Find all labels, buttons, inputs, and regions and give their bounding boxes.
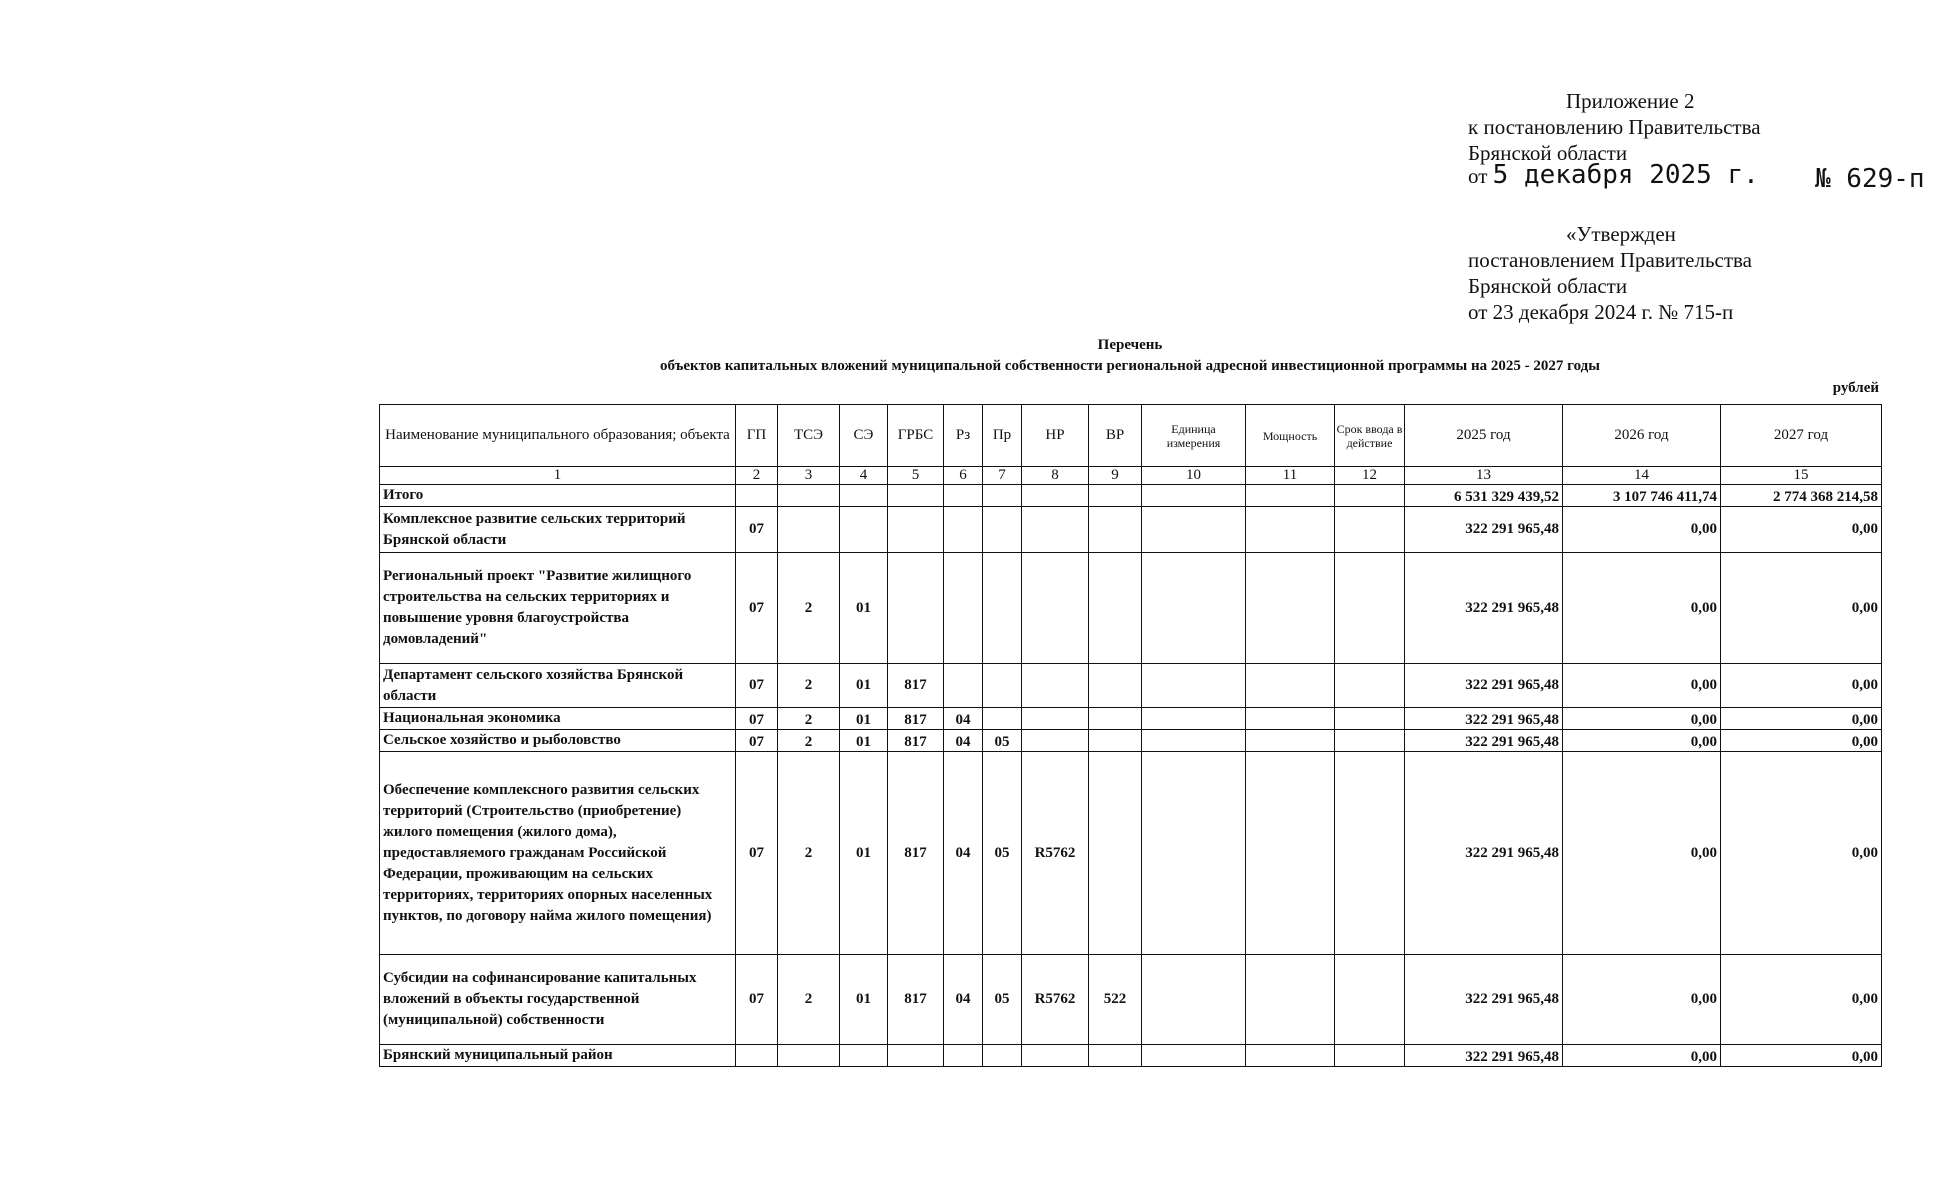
- approval-by-resolution: постановлением Правительства: [1468, 248, 1753, 272]
- appendix-date: [1468, 160, 1759, 190]
- row-amount-2027: 0,00: [1721, 553, 1882, 664]
- row-code-cell-se: 01: [840, 553, 888, 664]
- row-code-cell-capacity: [1246, 752, 1335, 955]
- row-name-cell: Итого: [380, 485, 736, 507]
- row-code-cell-unit: [1142, 752, 1246, 955]
- row-code-cell-vr: [1089, 752, 1142, 955]
- col-number: 11: [1246, 467, 1335, 485]
- row-code-cell-unit: [1142, 553, 1246, 664]
- row-code-cell-pr: 05: [983, 955, 1022, 1045]
- row-code-cell-capacity: [1246, 708, 1335, 730]
- row-code-cell-unit: [1142, 1045, 1246, 1067]
- col-header: СЭ: [840, 405, 888, 467]
- row-code-cell-nr: [1022, 1045, 1089, 1067]
- row-code-cell-vr: [1089, 485, 1142, 507]
- row-code-cell-se: 01: [840, 752, 888, 955]
- row-name-cell: Региональный проект "Развитие жилищного строительства на сельских территориях и повышение уровня благоустройства домовладений": [380, 553, 736, 664]
- row-code-cell-pr: [983, 664, 1022, 708]
- row-code-cell-grbs: [888, 485, 944, 507]
- row-amount-2026: 0,00: [1563, 507, 1721, 553]
- row-amount-2026: 0,00: [1563, 752, 1721, 955]
- row-code-cell-vr: [1089, 708, 1142, 730]
- approval-date-number: от 23 декабря 2024 г. № 715-п: [1468, 300, 1734, 324]
- row-name-cell: Департамент сельского хозяйства Брянской области: [380, 664, 736, 708]
- row-code-cell-rz: [944, 485, 983, 507]
- row-code-cell-unit: [1142, 507, 1246, 553]
- row-amount-2025: 6 531 329 439,52: [1405, 485, 1563, 507]
- row-code-cell-nr: [1022, 664, 1089, 708]
- row-code-cell-grbs: 817: [888, 664, 944, 708]
- row-code-cell-tse: [778, 1045, 840, 1067]
- row-code-cell-grbs: 817: [888, 752, 944, 955]
- row-amount-2025: 322 291 965,48: [1405, 708, 1563, 730]
- currency-unit: рублей: [1832, 380, 1879, 396]
- row-code-cell-nr: [1022, 708, 1089, 730]
- col-header: Пр: [983, 405, 1022, 467]
- table-row: [380, 752, 1882, 955]
- table-row: [380, 485, 1882, 507]
- row-code-cell-tse: 2: [778, 553, 840, 664]
- row-code-cell-pr: 05: [983, 752, 1022, 955]
- col-number: 13: [1405, 467, 1563, 485]
- row-name-cell: Комплексное развитие сельских территорий Брянской области: [380, 507, 736, 553]
- row-code-cell-nr: [1022, 485, 1089, 507]
- row-code-cell-term: [1335, 485, 1405, 507]
- row-code-cell-pr: [983, 485, 1022, 507]
- approval-block: [1468, 221, 1752, 325]
- row-code-cell-term: [1335, 1045, 1405, 1067]
- appendix-label: Приложение 2: [1566, 89, 1695, 113]
- table-row: [380, 955, 1882, 1045]
- row-code-cell-pr: [983, 507, 1022, 553]
- row-code-cell-vr: [1089, 664, 1142, 708]
- appendix-to-resolution: к постановлению Правительства: [1468, 115, 1761, 139]
- table-row: [380, 730, 1882, 752]
- row-code-cell-se: 01: [840, 730, 888, 752]
- row-amount-2027: 0,00: [1721, 730, 1882, 752]
- col-header: 2027 год: [1721, 405, 1882, 467]
- row-code-cell-gp: 07: [736, 664, 778, 708]
- row-code-cell-gp: 07: [736, 752, 778, 955]
- appendix-date-prefix: от: [1468, 164, 1488, 188]
- col-number: 8: [1022, 467, 1089, 485]
- row-code-cell-nr: [1022, 730, 1089, 752]
- table-row: [380, 553, 1882, 664]
- row-code-cell-capacity: [1246, 553, 1335, 664]
- row-amount-2027: 0,00: [1721, 1045, 1882, 1067]
- row-code-cell-nr: [1022, 553, 1089, 664]
- row-amount-2026: 0,00: [1563, 730, 1721, 752]
- row-amount-2026: 0,00: [1563, 708, 1721, 730]
- row-code-cell-vr: [1089, 1045, 1142, 1067]
- row-code-cell-unit: [1142, 730, 1246, 752]
- row-code-cell-nr: [1022, 507, 1089, 553]
- row-name-cell: Брянский муниципальный район: [380, 1045, 736, 1067]
- col-header: ГРБС: [888, 405, 944, 467]
- col-header: Единица измерения: [1142, 405, 1246, 467]
- col-number: 2: [736, 467, 778, 485]
- row-code-cell-vr: [1089, 730, 1142, 752]
- col-header: 2026 год: [1563, 405, 1721, 467]
- row-amount-2027: 0,00: [1721, 752, 1882, 955]
- row-amount-2026: 0,00: [1563, 664, 1721, 708]
- row-code-cell-term: [1335, 553, 1405, 664]
- row-amount-2025: 322 291 965,48: [1405, 955, 1563, 1045]
- row-code-cell-rz: 04: [944, 955, 983, 1045]
- row-amount-2025: 322 291 965,48: [1405, 507, 1563, 553]
- row-code-cell-rz: 04: [944, 708, 983, 730]
- row-code-cell-term: [1335, 730, 1405, 752]
- row-code-cell-unit: [1142, 708, 1246, 730]
- row-code-cell-gp: 07: [736, 507, 778, 553]
- col-header: Мощность: [1246, 405, 1335, 467]
- document-subtitle: объектов капитальных вложений муниципальной собственности региональной адресной инвестиционной программы на 2025 - 2027 годы: [660, 358, 1600, 374]
- row-code-cell-se: 01: [840, 664, 888, 708]
- row-code-cell-unit: [1142, 955, 1246, 1045]
- row-code-cell-pr: [983, 553, 1022, 664]
- row-code-cell-capacity: [1246, 955, 1335, 1045]
- col-number: 10: [1142, 467, 1246, 485]
- row-amount-2025: 322 291 965,48: [1405, 664, 1563, 708]
- row-amount-2025: 322 291 965,48: [1405, 553, 1563, 664]
- row-code-cell-rz: 04: [944, 730, 983, 752]
- row-amount-2025: 322 291 965,48: [1405, 1045, 1563, 1067]
- row-code-cell-grbs: [888, 1045, 944, 1067]
- row-code-cell-term: [1335, 507, 1405, 553]
- row-code-cell-grbs: 817: [888, 730, 944, 752]
- row-code-cell-grbs: [888, 553, 944, 664]
- row-code-cell-tse: 2: [778, 730, 840, 752]
- col-header: Наименование муниципального образования; объекта: [380, 405, 736, 467]
- col-number: 9: [1089, 467, 1142, 485]
- row-amount-2027: 0,00: [1721, 507, 1882, 553]
- row-code-cell-se: [840, 1045, 888, 1067]
- col-number: 6: [944, 467, 983, 485]
- row-code-cell-grbs: [888, 507, 944, 553]
- row-name-cell: Национальная экономика: [380, 708, 736, 730]
- row-code-cell-term: [1335, 664, 1405, 708]
- col-number: 14: [1563, 467, 1721, 485]
- row-code-cell-capacity: [1246, 730, 1335, 752]
- row-code-cell-rz: [944, 1045, 983, 1067]
- row-code-cell-rz: 04: [944, 752, 983, 955]
- row-code-cell-tse: [778, 507, 840, 553]
- row-code-cell-grbs: 817: [888, 708, 944, 730]
- row-code-cell-gp: 07: [736, 708, 778, 730]
- table-header-row: [380, 405, 1882, 467]
- appendix-header: [1468, 88, 1761, 166]
- row-code-cell-se: [840, 485, 888, 507]
- col-header: ТСЭ: [778, 405, 840, 467]
- row-code-cell-gp: [736, 1045, 778, 1067]
- row-code-cell-term: [1335, 752, 1405, 955]
- table-row: [380, 664, 1882, 708]
- col-number: 15: [1721, 467, 1882, 485]
- col-number: 12: [1335, 467, 1405, 485]
- row-amount-2026: 0,00: [1563, 553, 1721, 664]
- row-code-cell-unit: [1142, 664, 1246, 708]
- row-code-cell-rz: [944, 664, 983, 708]
- row-code-cell-se: 01: [840, 708, 888, 730]
- row-amount-2026: 3 107 746 411,74: [1563, 485, 1721, 507]
- investment-table: [379, 404, 1882, 1067]
- row-amount-2026: 0,00: [1563, 955, 1721, 1045]
- col-number: 4: [840, 467, 888, 485]
- appendix-date-value: 5 декабря 2025 г.: [1492, 160, 1759, 190]
- appendix-number: № 629-п: [1815, 164, 1925, 194]
- col-number: 3: [778, 467, 840, 485]
- row-amount-2026: 0,00: [1563, 1045, 1721, 1067]
- row-code-cell-gp: 07: [736, 553, 778, 664]
- row-code-cell-tse: 2: [778, 664, 840, 708]
- row-name-cell: Сельское хозяйство и рыболовство: [380, 730, 736, 752]
- row-code-cell-tse: 2: [778, 955, 840, 1045]
- row-amount-2027: 0,00: [1721, 708, 1882, 730]
- row-code-cell-term: [1335, 955, 1405, 1045]
- row-code-cell-capacity: [1246, 1045, 1335, 1067]
- row-code-cell-se: 01: [840, 955, 888, 1045]
- row-code-cell-unit: [1142, 485, 1246, 507]
- appendix-region: Брянской области: [1468, 141, 1628, 165]
- row-code-cell-capacity: [1246, 507, 1335, 553]
- row-code-cell-rz: [944, 507, 983, 553]
- row-name-cell: Обеспечение комплексного развития сельских территорий (Строительство (приобретение) жилого помещения (жилого дома), предоставляемого гражданам Российской Федерации, проживающим на сельских территориях, территориях опорных населенных пунктов, по договору найма жилого помещения): [380, 752, 736, 955]
- row-amount-2027: 0,00: [1721, 955, 1882, 1045]
- col-header: Рз: [944, 405, 983, 467]
- row-code-cell-tse: [778, 485, 840, 507]
- row-code-cell-pr: [983, 708, 1022, 730]
- row-code-cell-capacity: [1246, 485, 1335, 507]
- row-code-cell-se: [840, 507, 888, 553]
- row-code-cell-pr: 05: [983, 730, 1022, 752]
- col-header: 2025 год: [1405, 405, 1563, 467]
- col-header: ВР: [1089, 405, 1142, 467]
- row-code-cell-tse: 2: [778, 708, 840, 730]
- row-code-cell-gp: 07: [736, 730, 778, 752]
- row-code-cell-gp: [736, 485, 778, 507]
- row-amount-2025: 322 291 965,48: [1405, 730, 1563, 752]
- row-code-cell-capacity: [1246, 664, 1335, 708]
- col-header: ГП: [736, 405, 778, 467]
- approval-approved: «Утвержден: [1566, 222, 1676, 246]
- row-amount-2025: 322 291 965,48: [1405, 752, 1563, 955]
- row-code-cell-term: [1335, 708, 1405, 730]
- row-code-cell-tse: 2: [778, 752, 840, 955]
- approval-region: Брянской области: [1468, 274, 1628, 298]
- row-code-cell-pr: [983, 1045, 1022, 1067]
- row-code-cell-grbs: 817: [888, 955, 944, 1045]
- table-row: [380, 507, 1882, 553]
- col-number: 1: [380, 467, 736, 485]
- col-number: 7: [983, 467, 1022, 485]
- row-amount-2027: 0,00: [1721, 664, 1882, 708]
- col-number: 5: [888, 467, 944, 485]
- row-code-cell-vr: 522: [1089, 955, 1142, 1045]
- col-header: НР: [1022, 405, 1089, 467]
- col-header: Срок ввода в действие: [1335, 405, 1405, 467]
- column-numbers-row: [380, 467, 1882, 485]
- row-code-cell-nr: R5762: [1022, 752, 1089, 955]
- table-row: [380, 1045, 1882, 1067]
- document-title: Перечень: [1097, 337, 1163, 353]
- row-amount-2027: 2 774 368 214,58: [1721, 485, 1882, 507]
- row-code-cell-nr: R5762: [1022, 955, 1089, 1045]
- table-row: [380, 708, 1882, 730]
- row-code-cell-gp: 07: [736, 955, 778, 1045]
- row-name-cell: Субсидии на софинансирование капитальных вложений в объекты государственной (муниципальной) собственности: [380, 955, 736, 1045]
- row-code-cell-rz: [944, 553, 983, 664]
- row-code-cell-vr: [1089, 553, 1142, 664]
- row-code-cell-vr: [1089, 507, 1142, 553]
